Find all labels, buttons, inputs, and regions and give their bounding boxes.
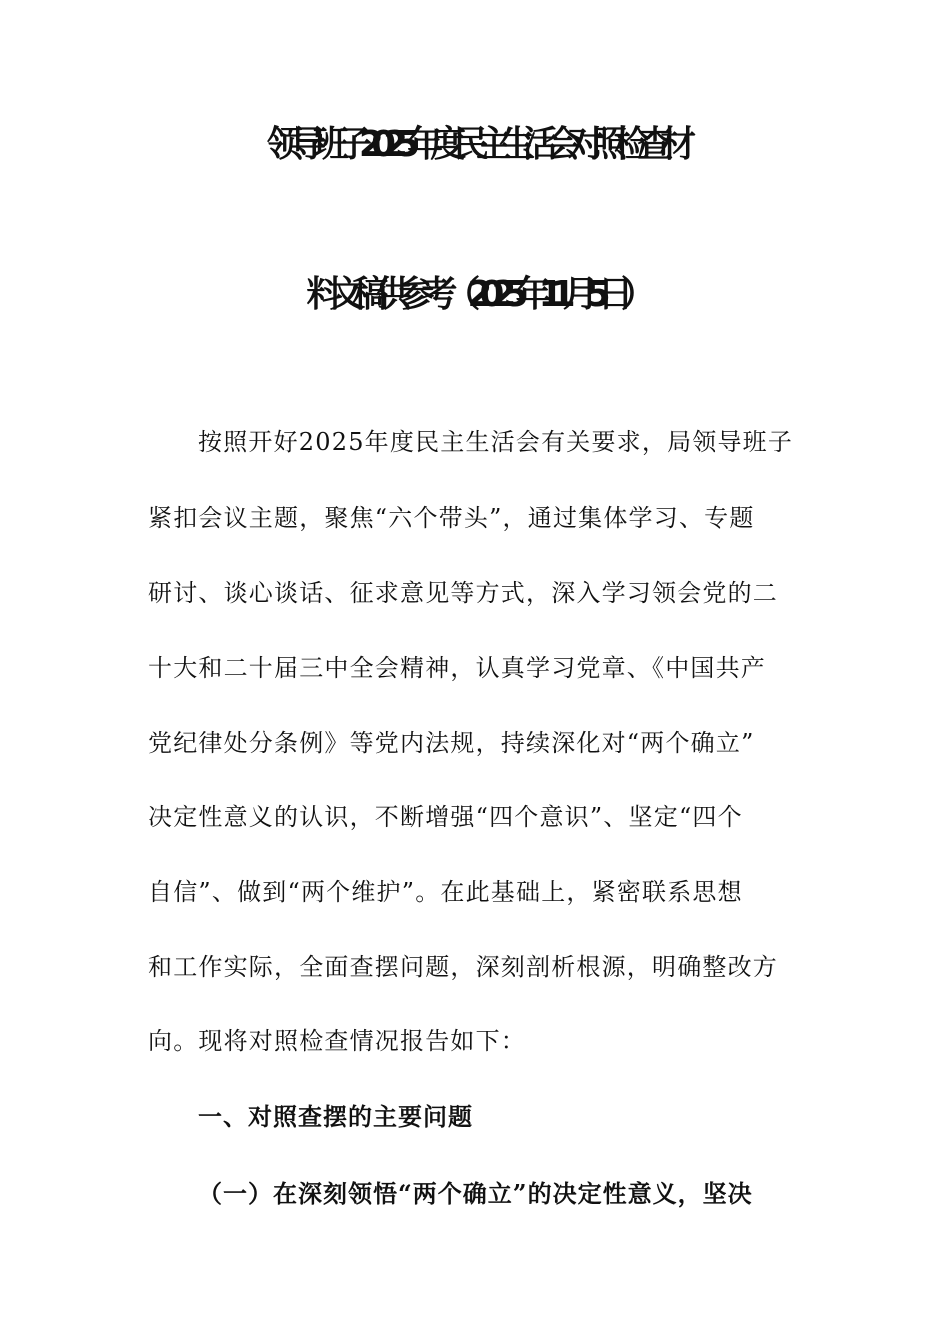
title-line-2: 料文稿供参考（2025年11月5日） (306, 274, 644, 315)
subsection-heading: （一）在深刻领悟“两个确立”的决定性意义，坚决 (198, 1179, 753, 1208)
body-line: 和工作实际，全面查摆问题，深刻剖析根源，明确整改方 (148, 953, 778, 981)
body-line: 向。现将对照检查情况报告如下： (148, 1027, 526, 1055)
body-line: 自信”、做到“两个维护”。在此基础上，紧密联系思想 (148, 878, 743, 906)
body-line: 研讨、谈心谈话、征求意见等方式，深入学习领会党的二 (148, 579, 778, 607)
body-line: 紧扣会议主题，聚焦“六个带头”，通过集体学习、专题 (148, 504, 755, 532)
body-line: 按照开好2025年度民主生活会有关要求，局领导班子 (198, 428, 794, 456)
section-heading: 一、对照查摆的主要问题 (198, 1102, 473, 1131)
body-line: 十大和二十届三中全会精神，认真学习党章、《中国共产 (148, 654, 766, 682)
body-line: 决定性意义的认识，不断增强“四个意识”、坚定“四个 (148, 803, 743, 831)
body-line: 党纪律处分条例》等党内法规，持续深化对“两个确立” (148, 729, 755, 757)
title-line-1: 领导班子2025年度民主生活会对照检查材 (266, 124, 684, 165)
